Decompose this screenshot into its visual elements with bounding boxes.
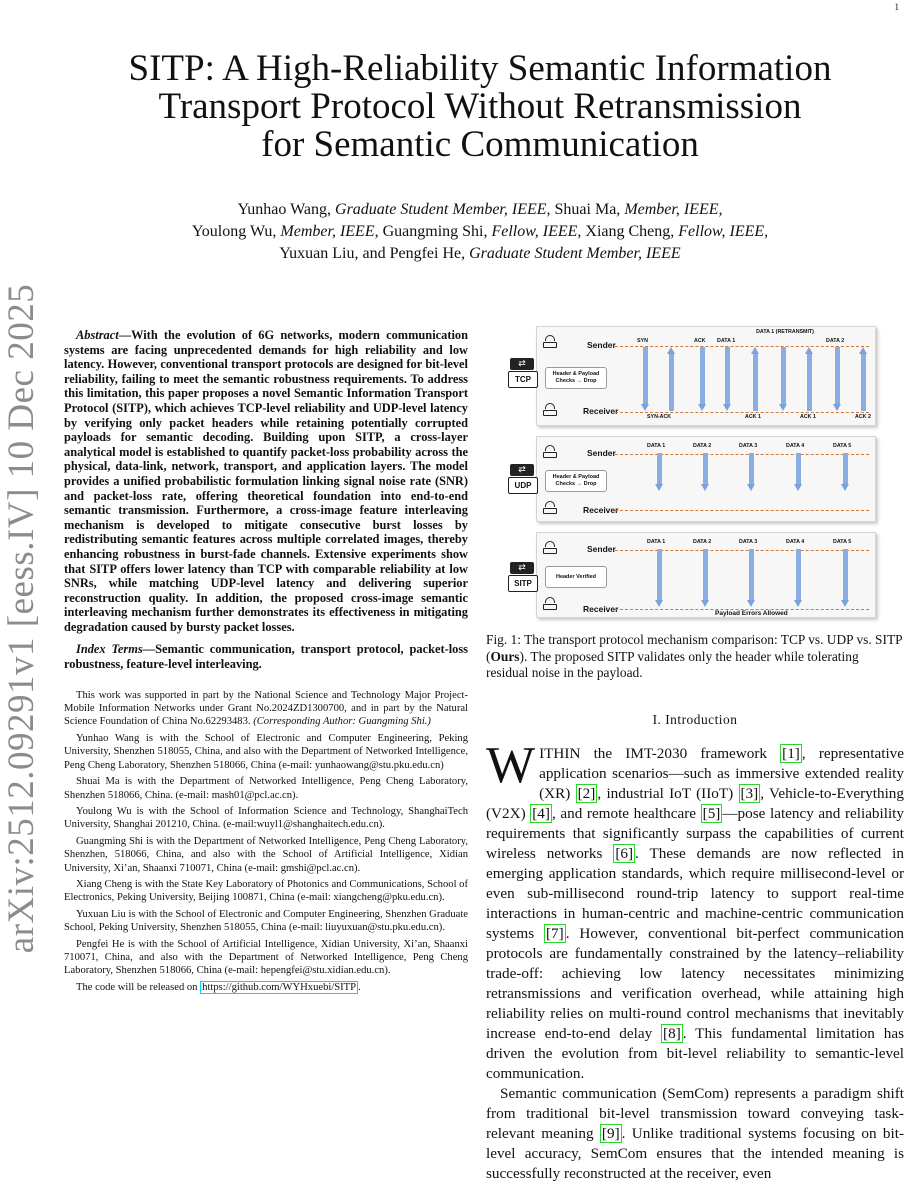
body-text: . These demands are now reflected in emerging application standards, which require millisecond-level or even sub-millisecond round-trip latency to support real-time interactions in human-centric and machine-centric communication systems — [486, 844, 904, 942]
receiver-timeline — [615, 510, 869, 511]
affiliation-note: Pengfei He is with the School of Artificial Intelligence, Xidian University, Xi’an, Shaanxi 710071, China, and also with the Department of Networked Intelligence, Peng Cheng Laboratory, Shenzhen 518066, China (e-mail: hepengfei@stu.xidian.edu.cn). — [64, 938, 468, 977]
tcp-check-box: Header & Payload Checks → Drop — [545, 367, 607, 389]
index-terms — [64, 642, 468, 671]
downlink-arrow — [794, 453, 803, 491]
router-icon — [543, 541, 557, 554]
downlink-arrow — [747, 549, 756, 607]
citation-link[interactable]: [2] — [577, 784, 596, 802]
packet-label: DATA 1 — [647, 539, 666, 545]
packet-label: DATA 5 — [833, 539, 852, 545]
packet-label: DATA 2 — [826, 338, 845, 344]
packet-label: DATA 4 — [786, 443, 805, 449]
downlink-arrow — [701, 453, 710, 491]
author-role: Graduate Student Member, IEEE, — [335, 201, 551, 218]
citation-link[interactable]: [8] — [663, 1024, 681, 1042]
packet-label: DATA 3 — [739, 539, 758, 545]
funding-note — [64, 689, 468, 729]
sitp-protocol-label: SITP — [508, 575, 538, 592]
receiver-label: Receiver — [583, 505, 619, 515]
drop-cap: W — [486, 736, 536, 794]
author-role: Member, IEEE, — [624, 201, 723, 218]
figure-caption — [486, 632, 904, 682]
footnotes — [64, 689, 468, 995]
sender-timeline — [615, 454, 869, 455]
abstract-label: Abstract — [76, 328, 119, 342]
downlink-arrow — [841, 453, 850, 491]
udp-protocol-label: UDP — [508, 477, 538, 494]
packet-label: ACK 2 — [855, 414, 871, 420]
downlink-arrow — [723, 347, 732, 411]
author-name: Youlong Wu, — [191, 223, 281, 240]
packet-label: DATA 1 — [647, 443, 666, 449]
packet-label: ACK 1 — [800, 414, 816, 420]
github-link[interactable]: https://github.com/WYHxuebi/SITP — [202, 981, 357, 993]
author-name: Yuxuan Liu, and Pengfei He, — [279, 245, 470, 262]
author-name: Shuai Ma, — [550, 201, 625, 218]
citation-link[interactable]: [7] — [545, 924, 564, 942]
tcp-protocol-label: TCP — [508, 371, 538, 388]
sender-label: Sender — [587, 340, 616, 350]
sender-timeline — [615, 346, 869, 347]
transfer-arrows-icon: ⇄ — [510, 464, 534, 476]
index-terms-label: Index Terms — [76, 642, 143, 657]
body-text: Semantic communication (SemCom) represents a paradigm shift from traditional bit-level transmission toward conveying task-relevant meaning — [486, 1084, 904, 1142]
packet-label: ACK — [694, 338, 706, 344]
intro-paragraph-1 — [486, 736, 905, 1084]
left-column — [64, 328, 468, 997]
sender-label: Sender — [587, 544, 616, 554]
antenna-icon — [543, 403, 557, 416]
receiver-label: Receiver — [583, 406, 619, 416]
abstract-text: —With the evolution of 6G networks, modern communication systems are facing unprecedented demands for high reliability and low latency. However, conventional transport protocols are designed for bit-level reliability, failing to meet the semantic robustness requirements. To address this limitation, this paper proposes a novel Semantic Information Transport Protocol (SITP), which achieves TCP-level reliability and UDP-level latency by verifying only packet headers while retaining potentially corrupted payloads for semantic decoding. Building upon SITP, a cross-layer analytical model is established to quantify packet-loss probability across the physical, data-link, network, transport, and application layers. The model provides a unified probabilistic formulation linking signal noise rate (SNR) and packet-loss rate, offering theoretical foundation into end-to-end semantic transmission. Furthermore, a cross-image feature interleaving mechanism is developed to mitigate consecutive burst losses by redistributing semantic features across multiple correlated images, thereby enhancing robustness in burst-fade channels. Extensive experiments show that SITP offers lower latency than TCP with comparable reliability at low SNRs, while matching UDP-level latency and delivering superior reconstruction quality. In addition, the proposed cross-image semantic interleaving mechanism further demonstrates its effectiveness in mitigating degradation caused by bursty packet losses. — [64, 328, 468, 634]
affiliation-note: Yuxuan Liu is with the School of Electronic and Computer Engineering, Shenzhen Graduate School, Peking University, Shenzhen 518055, China (e-mail: liuyuxuan@stu.pku.edu.cn). — [64, 908, 468, 934]
downlink-arrow — [655, 549, 664, 607]
antenna-icon — [543, 597, 557, 610]
affiliation-note: Shuai Ma is with the Department of Networked Intelligence, Peng Cheng Laboratory, Shenzhen 518066, China. (e-mail: mash01@pcl.ac.cn). — [64, 776, 468, 801]
downlink-arrow — [701, 549, 710, 607]
packet-label: DATA 2 — [693, 443, 712, 449]
downlink-arrow — [655, 453, 664, 491]
caption-text: Fig. 1: The transport protocol mechanism comparison: TCP vs. UDP vs. SITP ( — [486, 632, 903, 664]
body-text: , and remote healthcare — [551, 804, 701, 822]
receiver-label: Receiver — [583, 604, 619, 614]
paper-title — [60, 50, 900, 164]
uplink-arrow — [859, 347, 868, 411]
udp-protocol-icon — [508, 464, 536, 494]
payload-errors-label: Payload Errors Allowed — [715, 610, 788, 617]
packet-label: DATA 4 — [786, 539, 805, 545]
author-line-1 — [60, 199, 900, 221]
body-text: . However, conventional bit-perfect communication protocols are fundamentally constrained by the latency–reliability trade-off: achieving low latency necessitates minimizing retransmissions and verification overhead, while attaining high reliability relies on multi-round control mechanisms that inevitably increase end-to-end delay — [486, 924, 905, 1042]
packet-label: SYN — [637, 338, 648, 344]
intro-paragraph-2 — [486, 1084, 904, 1184]
author-name: Guangming Shi, — [378, 223, 492, 240]
code-release-note — [64, 981, 468, 994]
corresponding-author: (Corresponding Author: Guangming Shi.) — [253, 716, 431, 728]
citation-link[interactable]: [3] — [740, 784, 759, 802]
downlink-arrow — [794, 549, 803, 607]
abstract — [64, 328, 468, 634]
body-text: , industrial IoT (IIoT) — [597, 784, 739, 802]
uplink-arrow — [805, 347, 814, 411]
intro-paragraph-1-body — [486, 736, 905, 1082]
uplink-arrow — [667, 347, 676, 411]
caption-text: ). The proposed SITP validates only the header while tolerating residual noise in the payload. — [486, 648, 859, 681]
affiliation-note: Guangming Shi is with the Department of Networked Intelligence, Peng Cheng Laboratory, Shenzhen, 518066, China, and also with the School of Artificial Intelligence, Xidian University, Xi’an, Shaanxi 710071, China (e-mail: gmshi@pcl.ac.cn). — [64, 835, 468, 874]
author-role: Member, IEEE, — [280, 223, 379, 240]
title-line-2: Transport Protocol Without Retransmission — [158, 86, 802, 127]
tcp-protocol-icon — [508, 358, 536, 388]
router-icon — [543, 335, 557, 348]
packet-label: ACK 1 — [745, 414, 761, 420]
index-terms-text: —Semantic communication, transport protocol, packet-loss robustness, feature-level interleaving. — [64, 642, 468, 672]
affiliation-note: Yunhao Wang is with the School of Electronic and Computer Engineering, Peking University, Shenzhen 518055, China, and also with the Department of Networked Intelligence, Peng Cheng Laboratory, Shenzhen 518066, China (e-mail: yunhaowang@stu.pku.edu.cn) — [64, 732, 468, 771]
downlink-arrow — [698, 347, 707, 411]
citation-link[interactable]: [9] — [601, 1124, 620, 1142]
citation-link[interactable]: [5] — [702, 804, 721, 822]
author-list — [60, 199, 900, 265]
arxiv-stamp-text: arXiv:2512.09291v1 [eess.IV] 10 Dec 2025 — [1, 283, 43, 953]
code-release-period: . — [358, 981, 361, 993]
tcp-panel — [536, 326, 876, 426]
citation-link[interactable]: [6] — [615, 844, 634, 862]
udp-panel — [536, 436, 876, 522]
downlink-arrow — [841, 549, 850, 607]
citation-link[interactable]: [1] — [782, 744, 800, 762]
downlink-arrow — [641, 347, 650, 411]
title-line-3: for Semantic Communication — [261, 124, 699, 165]
right-column — [486, 318, 904, 1184]
udp-check-box: Header & Payload Checks → Drop — [545, 470, 607, 492]
protocol-comparison-figure — [486, 318, 904, 624]
body-text: ITHIN the IMT-2030 framework — [539, 744, 781, 762]
body-text: —pose latency and reliability requirements that significantly surpass the capabilities of current wireless networks — [486, 804, 904, 862]
page-number: 1 — [894, 2, 899, 12]
section-heading-introduction: I. Introduction — [652, 711, 738, 727]
sender-timeline — [615, 550, 869, 551]
antenna-icon — [543, 501, 557, 514]
affiliation-note: Xiang Cheng is with the State Key Laboratory of Photonics and Communications, School of Electronics, Peking University, Beijing 100871, China (e-mail: xiangcheng@pku.edu.cn). — [64, 878, 468, 904]
body-text: . Unlike traditional systems focusing on bit-level accuracy, SemCom ensures that the intended meaning is successfully reconstructed at the receiver, even — [486, 1124, 905, 1182]
sitp-protocol-icon — [508, 562, 536, 592]
sitp-check-box: Header Verified — [545, 566, 607, 588]
arxiv-stamp — [1, 283, 43, 953]
packet-label: SYN-ACK — [647, 414, 672, 420]
affiliation-note: Youlong Wu is with the School of Information Science and Technology, ShanghaiTech University, Shanghai 201210, China. (e-mail:wuyl1@shanghaitech.edu.cn). — [64, 805, 468, 831]
caption-bold: Ours — [490, 648, 520, 664]
code-release-text: The code will be released on — [76, 981, 201, 993]
sitp-panel — [536, 532, 876, 618]
author-name: Yunhao Wang, — [237, 201, 336, 218]
uplink-arrow — [751, 347, 760, 411]
packet-label: DATA 5 — [833, 443, 852, 449]
citation-link[interactable]: [4] — [532, 804, 550, 822]
funding-text: This work was supported in part by the National Science and Technology Major Project-Mobile Information Networks under Grant No.2024ZD1300700, and in part by the Natural Science Foundation of China No.62293483. — [64, 689, 468, 728]
packet-label: DATA 1 (RETRANSMIT) — [756, 329, 814, 335]
author-role: Graduate Student Member, IEEE — [469, 245, 681, 262]
body-text: , Vehicle-to-Everything (V2X) — [486, 784, 904, 822]
downlink-arrow — [833, 347, 842, 411]
receiver-timeline — [615, 412, 869, 413]
packet-label: DATA 2 — [693, 539, 712, 545]
title-line-1: SITP: A High-Reliability Semantic Information — [128, 48, 832, 89]
author-name: Xiang Cheng, — [581, 223, 679, 240]
author-role: Fellow, IEEE, — [491, 223, 582, 240]
transfer-arrows-icon: ⇄ — [510, 562, 534, 574]
author-line-2 — [60, 221, 900, 243]
downlink-arrow — [747, 453, 756, 491]
body-text: . This fundamental limitation has driven the evolution from bit-level reliability to semantic-level communication. — [486, 1024, 904, 1082]
packet-label: DATA 3 — [739, 443, 758, 449]
transfer-arrows-icon: ⇄ — [510, 358, 534, 370]
downlink-arrow — [779, 347, 788, 411]
author-line-3 — [60, 243, 900, 265]
author-role: Fellow, IEEE, — [678, 223, 769, 240]
sender-label: Sender — [587, 448, 616, 458]
router-icon — [543, 445, 557, 458]
body-text: , representative application scenarios—such as immersive extended reality (XR) — [539, 744, 904, 802]
packet-label: DATA 1 — [717, 338, 736, 344]
